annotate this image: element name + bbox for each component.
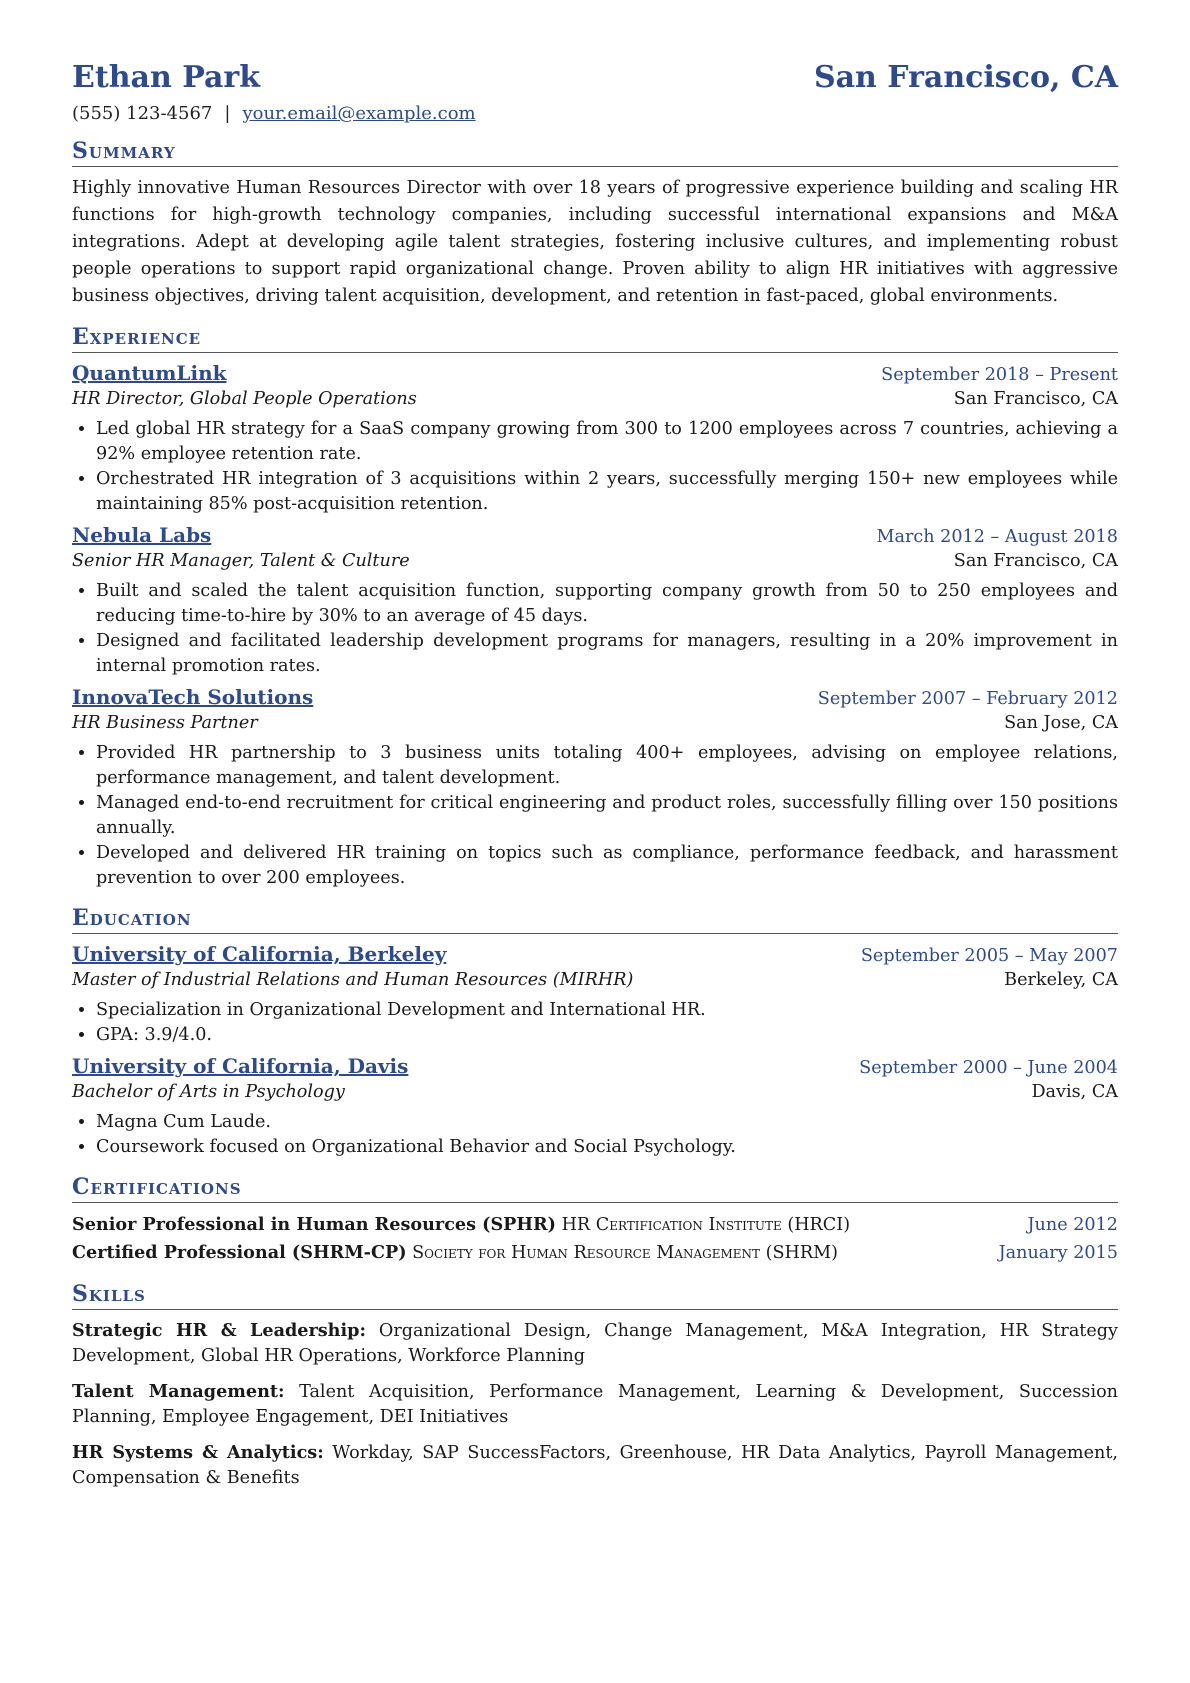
- certification-name: Senior Professional in Human Resources (SPHR): [72, 1214, 556, 1235]
- certification-date: January 2015: [998, 1243, 1118, 1263]
- education-list: [72, 942, 1118, 1160]
- skill-group-label: Strategic HR & Leadership:: [72, 1320, 366, 1341]
- experience-list: [72, 361, 1118, 891]
- summary-text: Highly innovative Human Resources Director with over 18 years of progressive experience building and scaling HR functions for high-growth technology companies, including successful international expansions and M&A integrations. Adept at developing agile talent strategies, fostering inclusive cultures, and implementing robust people operations to support rapid organizational change. Proven ability to align HR initiatives with aggressive business objectives, driving talent acquisition, development, and retention in fast-paced, global environments.: [72, 178, 1118, 306]
- bullet-item: • Designed and facilitated leadership development programs for managers, resulting in a 20% improvement in internal promotion rates.: [96, 629, 1118, 679]
- bullet-item: • Provided HR partnership to 3 business units totaling 400+ employees, advising on employee relations, performance management, and talent development.: [96, 741, 1118, 791]
- experience-organization-link[interactable]: Nebula Labs: [72, 523, 212, 547]
- experience-dates: September 2018 – Present: [881, 365, 1118, 385]
- education-dates: September 2005 – May 2007: [860, 946, 1118, 966]
- education-bullet-list: [72, 1110, 1118, 1160]
- education-location: Berkeley, CA: [1004, 970, 1118, 990]
- education-entry: [72, 1054, 1118, 1160]
- experience-dates: March 2012 – August 2018: [876, 527, 1118, 547]
- section-title-experience: Experience: [72, 324, 1118, 353]
- certification-issuer: Society for Human Resource Management (SHRM): [412, 1243, 838, 1263]
- experience-title: HR Business Partner: [72, 713, 258, 733]
- section-title-certifications: Certifications: [72, 1174, 1118, 1203]
- certification-row: [72, 1211, 1118, 1239]
- experience-header: [72, 685, 1118, 709]
- skill-group-items: Talent Acquisition, Performance Management, Learning & Development, Succession Planning, Employee Engagement, DEI Initiatives: [72, 1382, 1119, 1427]
- certification-list: [72, 1211, 1118, 1267]
- phone-number: (555) 123-4567: [72, 103, 213, 124]
- bullet-item: • Built and scaled the talent acquisition function, supporting company growth from 50 to 250 employees and reducing time-to-hire by 30% to an average of 45 days.: [96, 579, 1118, 629]
- bullet-item: • Magna Cum Laude.: [96, 1110, 1118, 1135]
- skill-group-items: Organizational Design, Change Management, M&A Integration, HR Strategy Development, Global HR Operations, Workforce Planning: [72, 1321, 1118, 1366]
- skill-group-label: HR Systems & Analytics:: [72, 1442, 324, 1463]
- certification-date: June 2012: [1027, 1215, 1118, 1235]
- email-link[interactable]: your.email@example.com: [242, 103, 476, 124]
- education-title: Bachelor of Arts in Psychology: [72, 1082, 345, 1102]
- experience-bullet-list: [72, 579, 1118, 679]
- experience-title: Senior HR Manager, Talent & Culture: [72, 551, 410, 571]
- bullet-item: • Coursework focused on Organizational Behavior and Social Psychology.: [96, 1135, 1118, 1160]
- certification-row: [72, 1239, 1118, 1267]
- education-organization-link[interactable]: University of California, Berkeley: [72, 942, 447, 966]
- experience-subheader: [72, 713, 1118, 733]
- education-subheader: [72, 1082, 1118, 1102]
- education-title: Master of Industrial Relations and Human Resources (MIRHR): [72, 970, 634, 990]
- bullet-item: • Managed end-to-end recruitment for critical engineering and product roles, successfully filling over 150 positions annually.: [96, 791, 1118, 841]
- education-dates: September 2000 – June 2004: [859, 1058, 1118, 1078]
- skill-group: [72, 1440, 1118, 1491]
- experience-subheader: [72, 389, 1118, 409]
- bullet-item: • Specialization in Organizational Development and International HR.: [96, 998, 1118, 1023]
- experience-location: San Francisco, CA: [953, 551, 1118, 571]
- experience-organization-link[interactable]: QuantumLink: [72, 361, 227, 385]
- section-title-education: Education: [72, 905, 1118, 934]
- skill-group: [72, 1318, 1118, 1369]
- skill-group-items: Workday, SAP SuccessFactors, Greenhouse, HR Data Analytics, Payroll Management, Compensation & Benefits: [72, 1443, 1119, 1488]
- experience-dates: September 2007 – February 2012: [817, 689, 1118, 709]
- experience-organization-link[interactable]: InnovaTech Solutions: [72, 685, 314, 709]
- section-title-summary: Summary: [72, 138, 1118, 167]
- bullet-item: • Orchestrated HR integration of 3 acquisitions within 2 years, successfully merging 150+ new employees while maintaining 85% post-acquisition retention.: [96, 467, 1118, 517]
- contact-line: [72, 103, 1118, 124]
- experience-bullet-list: [72, 417, 1118, 517]
- experience-entry: [72, 685, 1118, 891]
- education-header: [72, 1054, 1118, 1078]
- education-subheader: [72, 970, 1118, 990]
- education-bullet-list: [72, 998, 1118, 1048]
- education-entry: [72, 942, 1118, 1048]
- certification-left: [72, 1211, 850, 1239]
- experience-header: [72, 361, 1118, 385]
- candidate-location: San Francisco, CA: [813, 60, 1118, 95]
- experience-header: [72, 523, 1118, 547]
- bullet-item: • GPA: 3.9/4.0.: [96, 1023, 1118, 1048]
- experience-subheader: [72, 551, 1118, 571]
- education-location: Davis, CA: [1031, 1082, 1118, 1102]
- experience-entry: [72, 523, 1118, 679]
- bullet-item: • Developed and delivered HR training on topics such as compliance, performance feedback, and harassment prevention to over 200 employees.: [96, 841, 1118, 891]
- experience-entry: [72, 361, 1118, 517]
- certification-left: [72, 1239, 838, 1267]
- bullet-item: • Led global HR strategy for a SaaS company growing from 300 to 1200 employees across 7 countries, achieving a 92% employee retention rate.: [96, 417, 1118, 467]
- candidate-name: Ethan Park: [72, 60, 261, 95]
- certification-issuer: HR Certification Institute (HRCI): [561, 1215, 851, 1235]
- experience-location: San Francisco, CA: [953, 389, 1118, 409]
- education-organization-link[interactable]: University of California, Davis: [72, 1054, 409, 1078]
- section-title-skills: Skills: [72, 1281, 1118, 1310]
- resume-header: [72, 60, 1118, 95]
- skill-group-label: Talent Management:: [72, 1381, 285, 1402]
- certification-name: Certified Professional (SHRM-CP): [72, 1242, 407, 1263]
- skill-group: [72, 1379, 1118, 1430]
- skill-list: [72, 1318, 1118, 1491]
- experience-location: San Jose, CA: [1004, 713, 1118, 733]
- contact-separator: |: [224, 103, 231, 124]
- experience-title: HR Director, Global People Operations: [72, 389, 417, 409]
- education-header: [72, 942, 1118, 966]
- experience-bullet-list: [72, 741, 1118, 891]
